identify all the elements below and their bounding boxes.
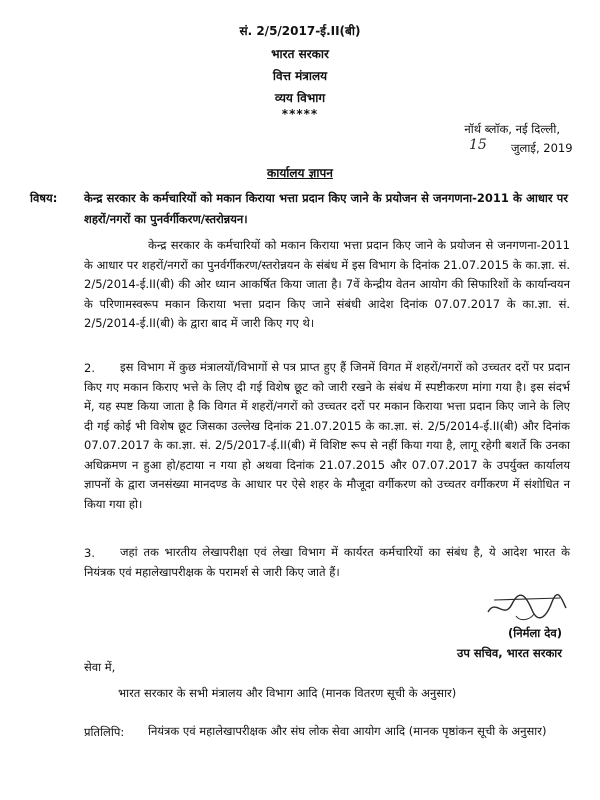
copy-recipients: नियंत्रक एवं महालेखापरीक्षक और संघ लोक सेवा आयोग आदि (मानक पृष्ठांकन सूची के अनुसार) — [148, 724, 547, 738]
paragraph-2: इस विभाग में कुछ मंत्रालयों/विभागों से पत्र प्राप्त हुए हैं जिनमें विगत में शहरों/नगरों को उच्चतर दरों पर प्रदान किए गए मकान किराए भत्ते के लिए दी गई विशेष छूट को जारी रखने के संबंध में स्पष्टीकरण मांगा गया है। इस संदर्भ में, यह स्पष्ट किया जाता है कि विगत में शहरों/नगरों को उच्चतर दरों पर मकान किराया भत्ता प्रदान किए जाने के लिए दी गई कोई भी विशेष छूट जिसका उल्लेख दिनांक 21.07.2015 के का.ज्ञा. सं. 2/5/2014-ई.II(बी) और दिनांक 07.07.2017 के का.ज्ञा. सं. 2/5/2017-ई.II(बी) में विशिष्ट रूप से नहीं किया गया है, लागू रहेगी बशर्ते कि उनका अधिक्रमण न हुआ हो/हटाया न गया हो अथवा दिनांक 21.07.2015 और 07.07.2017 के उपर्युक्त कार्यालय ज्ञापनों के द्वारा जनसंख्या मानदण्ड के आधार पर ऐसे शहर के मौजूदा वर्गीकरण को उच्चतर वर्गीकरण में संशोधित न किया गया हो। — [84, 360, 570, 511]
handwritten-day: 15 — [469, 137, 487, 153]
subject-label: विषय: — [30, 191, 58, 205]
date-month-year: जुलाई, 2019 — [511, 141, 573, 155]
subject-text: केन्द्र सरकार के कर्मचारियों को मकान किराया भत्ता प्रदान किए जाने के प्रयोजन से जनगणना-2011 के आधार पर शहरों/नगरों का पुनर्वर्गीकरण/स्तरोन्नयन। — [84, 191, 568, 226]
government-name: भारत सरकार — [271, 47, 329, 61]
paragraph-1: केन्द्र सरकार के कर्मचारियों को मकान किराया भत्ता प्रदान किए जाने के प्रयोजन से जनगणना-2011 के आधार पर शहरों/नगरों का पुनर्वर्गीकरण/स्तरोन्नयन के संबंध में इस विभाग के दिनांक 21.07.2015 के का.ज्ञा. सं. 2/5/2014-ई.II(बी) की ओर ध्यान आकर्षित किया जाता है। 7वें केन्द्रीय वेतन आयोग की सिफारिशों के कार्यान्वयन के परिणामस्वरूप मकान किराया भत्ता प्रदान किए जाने संबंधी आदेश दिनांक 07.07.2017 के का.ज्ञा. सं. 2/5/2014-ई.II(बी) के द्वारा बाद में जारी किए गए थे। — [84, 238, 570, 330]
signature — [486, 590, 568, 624]
to-label: सेवा में, — [84, 660, 116, 674]
signatory-name: (निर्मला देव) — [507, 626, 562, 640]
department-name: व्यय विभाग — [274, 91, 326, 105]
issue-date — [455, 137, 575, 158]
paragraph-3: जहां तक भारतीय लेखापरीक्षा एवं लेखा विभाग में कार्यरत कर्मचारियों का संबंध है, ये आदेश भारत के नियंत्रक एवं महालेखापरीक्षक के परामर्श से जारी किए जाते हैं। — [84, 545, 570, 579]
ministry-name: वित्त मंत्रालय — [272, 69, 328, 83]
office-location: नॉर्थ ब्लॉक, नई दिल्ली, — [464, 122, 560, 136]
signatory-designation: उप सचिव, भारत सरकार — [457, 646, 562, 660]
paragraph-3-number: 3. — [84, 546, 95, 560]
document-title: कार्यालय ज्ञापन — [267, 166, 333, 180]
reference-number: सं. 2/5/2017-ई.II(बी) — [239, 24, 361, 38]
signature-scribble-icon — [486, 590, 568, 624]
copy-label: प्रतिलिपि: — [84, 725, 125, 739]
separator-stars: ***** — [281, 107, 319, 121]
to-recipients: भारत सरकार के सभी मंत्रालय और विभाग आदि (मानक वितरण सूची के अनुसार) — [118, 686, 457, 700]
paragraph-2-number: 2. — [84, 361, 95, 375]
